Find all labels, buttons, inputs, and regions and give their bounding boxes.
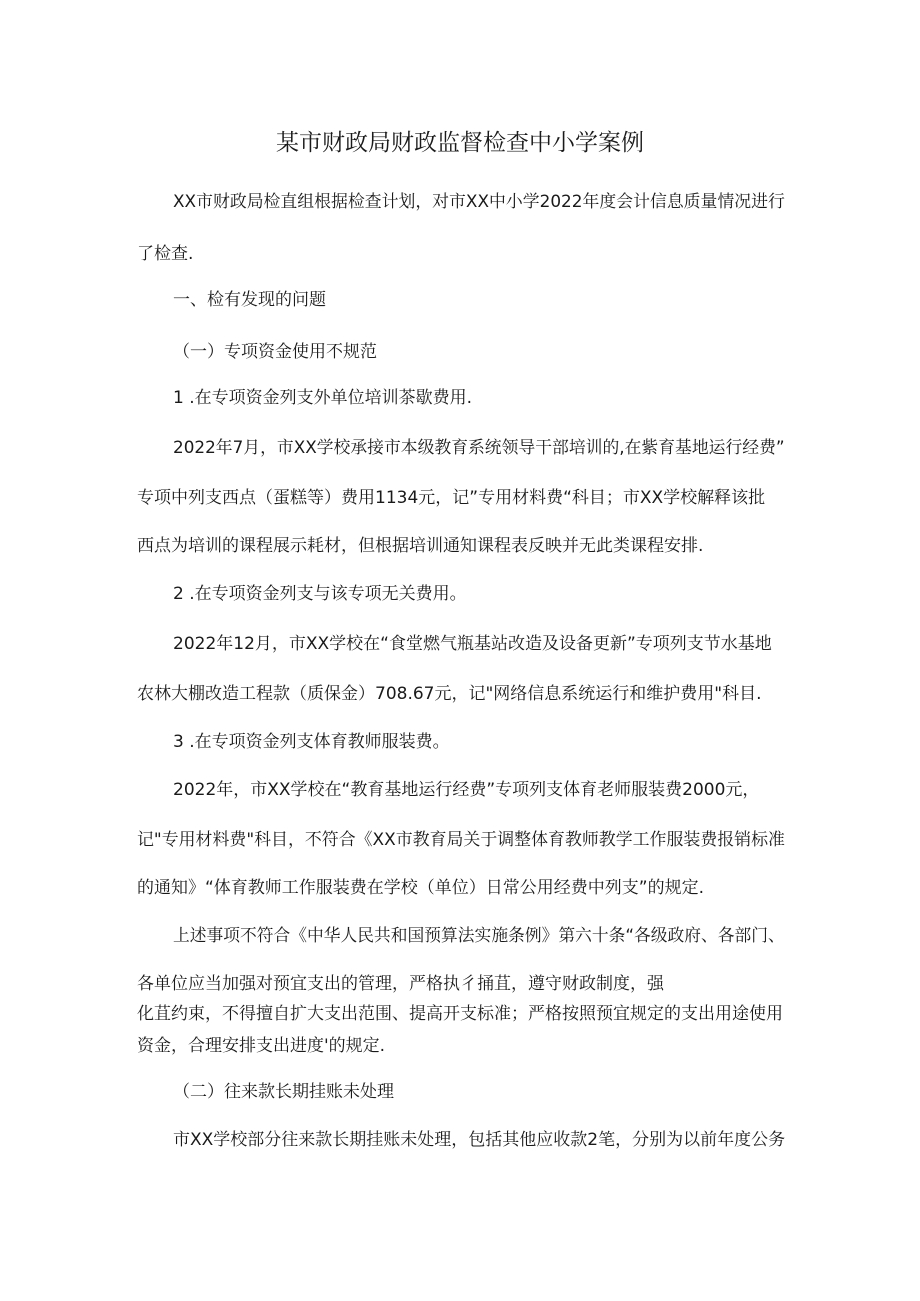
list-item-heading: 3 .在专项资金列支体育教师服装费。 <box>173 732 450 752</box>
paragraph-line: 2022年，市XX学校在“教育基地运行经费”专项列支体育老师服装费2000元， <box>173 780 760 800</box>
paragraph-line: 2022年7月，市XX学校承接市本级教育系统领导干部培训的,在紫育基地运行经费” <box>173 438 785 458</box>
list-item-heading: 2 .在专项资金列支与该专项无关费用。 <box>173 584 467 604</box>
paragraph-line: 的通知》“体育教师工作服装费在学校（单位）日常公用经费中列支”的规定. <box>137 878 705 898</box>
paragraph-line: 2022年12月，市XX学校在“食堂燃气瓶基站改造及设备更新”专项列支节水基地 <box>173 634 772 654</box>
list-item-heading: 1 .在专项资金列支外单位培训茶歇费用. <box>173 388 473 408</box>
paragraph-line: 记"专用材料费"科目，不符合《XX市教育局关于调整体育教师教学工作服装费报销标准 <box>137 830 785 850</box>
document-title: 某市财政局财政监督检查中小学案例 <box>276 130 644 156</box>
paragraph-line: 资金，合理安排支出进度'的规定. <box>137 1036 386 1056</box>
paragraph-line: XX市财政局检直组根据检查计划，对市XX中小学2022年度会计信息质量情况进行 <box>173 192 785 212</box>
paragraph-line: 化苴约束，不得擅自扩大支出范围、提高开支标准；严格按照预宜规定的支出用途使用 <box>137 1004 783 1024</box>
paragraph-line: 市XX学校部分往来款长期挂账未处理，包括其他应收款2笔，分别为以前年度公务 <box>173 1130 786 1150</box>
paragraph-line: 西点为培训的课程展示耗材，但根据培训通知课程表反映并无此类课程安排. <box>137 536 704 556</box>
paragraph-line: 各单位应当加强对预宜支出的管理，严格执彳捅苴，遵守财政制度，强 <box>137 974 664 994</box>
section-heading: 一、检有发现的问题 <box>173 290 326 310</box>
subsection-heading: （二）往来款长期挂账未处理 <box>173 1082 394 1102</box>
subsection-heading: （一）专项资金使用不规范 <box>173 342 377 362</box>
paragraph-line: 了检查. <box>137 244 194 264</box>
paragraph-line: 上述事项不符合《中华人民共和国预算法实施条例》第六十条“各级政府、各部门、 <box>173 926 785 946</box>
paragraph-line: 专项中列支西点（蛋糕等）费用1134元，记”专用材料费“科目；市XX学校解释该批 <box>137 488 766 508</box>
paragraph-line: 农林大棚改造工程款（质保金）708.67元，记"网络信息系统运行和维护费用"科目. <box>137 684 762 704</box>
